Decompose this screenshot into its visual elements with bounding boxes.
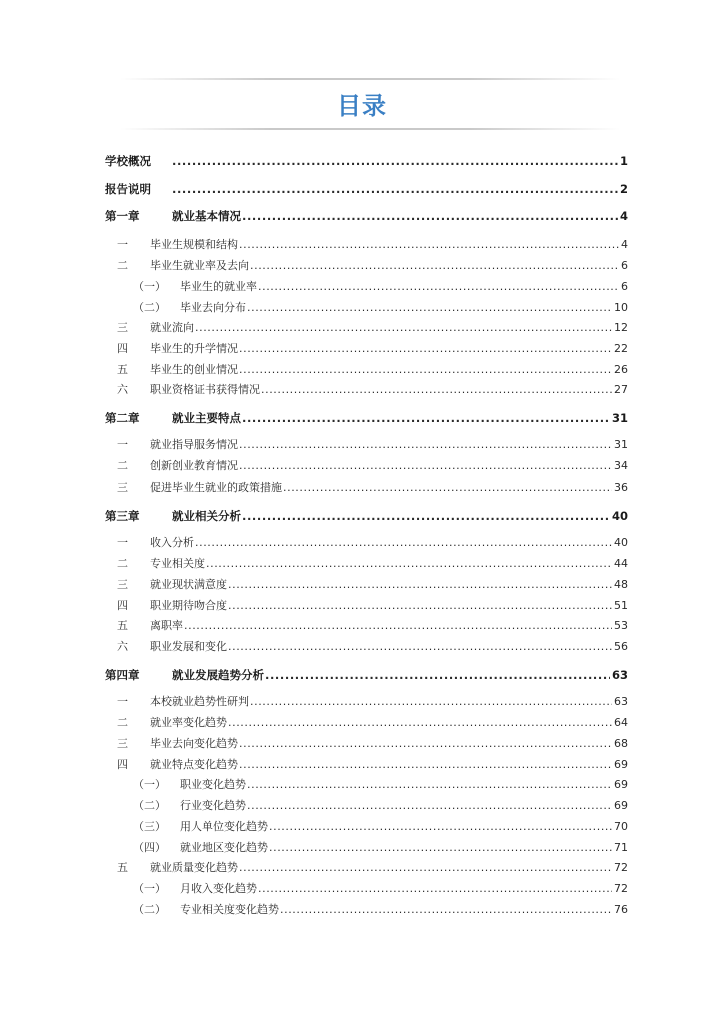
toc-entry-label: 促进毕业生就业的政策措施 <box>150 481 282 494</box>
toc-leader-dots <box>242 410 610 426</box>
toc-subsection-entry[interactable] <box>0 279 724 295</box>
toc-page-number: 10 <box>614 301 628 314</box>
toc-entry-label: 就业相关分析 <box>172 509 241 523</box>
toc-page-number: 71 <box>614 841 628 854</box>
toc-section-entry[interactable] <box>0 480 724 496</box>
toc-entry-label: 月收入变化趋势 <box>180 882 257 895</box>
toc-page-number: 69 <box>614 799 628 812</box>
toc-subsection-entry[interactable] <box>0 902 724 918</box>
toc-subsection-entry[interactable] <box>0 300 724 316</box>
toc-entry-label: 就业质量变化趋势 <box>150 861 238 874</box>
toc-entry-number: 第四章 <box>105 668 140 682</box>
toc-leader-dots <box>239 362 612 378</box>
toc-leader-dots <box>261 382 612 398</box>
toc-entry-number: 三 <box>117 737 128 750</box>
toc-entry-label: 职业期待吻合度 <box>150 599 227 612</box>
toc-entry-label: 毕业生就业率及去向 <box>150 259 249 272</box>
toc-page-number: 27 <box>614 383 628 396</box>
toc-page-number: 56 <box>614 640 628 653</box>
toc-entry-number: 一 <box>117 438 128 451</box>
toc-entry-number: 四 <box>117 342 128 355</box>
toc-section-entry[interactable] <box>0 362 724 378</box>
toc-page-number: 51 <box>614 599 628 612</box>
toc-page-number: 1 <box>619 154 628 168</box>
toc-section-entry[interactable] <box>0 258 724 274</box>
toc-subsection-entry[interactable] <box>0 777 724 793</box>
toc-entry-number: 二 <box>117 259 128 272</box>
toc-section-entry[interactable] <box>0 757 724 773</box>
toc-entry-number: 一 <box>117 238 128 251</box>
page-title: 目录 <box>337 92 387 120</box>
toc-page-number: 6 <box>621 259 628 272</box>
toc-page-number: 48 <box>614 578 628 591</box>
toc-page-number: 26 <box>614 363 628 376</box>
toc-entry-label: 就业基本情况 <box>172 209 241 223</box>
toc-page-number: 31 <box>611 411 628 425</box>
toc-page-number: 22 <box>614 342 628 355</box>
toc-subsection-entry[interactable] <box>0 881 724 897</box>
toc-section-entry[interactable] <box>0 736 724 752</box>
toc-entry-number: 二 <box>117 716 128 729</box>
toc-page-number: 72 <box>614 882 628 895</box>
toc-entry-label: 离职率 <box>150 619 183 632</box>
toc-leader-dots <box>239 458 612 474</box>
toc-section-entry[interactable] <box>0 694 724 710</box>
toc-entry-label: 就业发展趋势分析 <box>172 668 264 682</box>
toc-leader-dots <box>239 437 612 453</box>
toc-section-entry[interactable] <box>0 556 724 572</box>
toc-section-entry[interactable] <box>0 618 724 634</box>
toc-entry-number: 第三章 <box>105 509 140 523</box>
toc-entry-number: （二） <box>133 903 166 916</box>
toc-leader-dots <box>195 535 612 551</box>
toc-entry-number: 六 <box>117 383 128 396</box>
toc-entry-label: 就业率变化趋势 <box>150 716 227 729</box>
toc-entry-number: （三） <box>133 820 166 833</box>
toc-leader-dots <box>280 902 612 918</box>
toc-section-entry[interactable] <box>0 437 724 453</box>
toc-entry-label: 职业变化趋势 <box>180 778 246 791</box>
toc-page-number: 31 <box>614 438 628 451</box>
toc-entry-number: （一） <box>133 778 166 791</box>
toc-leader-dots <box>228 715 612 731</box>
toc-section-entry[interactable] <box>0 341 724 357</box>
toc-entry-label: 职业资格证书获得情况 <box>150 383 260 396</box>
toc-entry-number: 三 <box>117 481 128 494</box>
toc-section-entry[interactable] <box>0 715 724 731</box>
toc-entry-number: 一 <box>117 536 128 549</box>
toc-section-entry[interactable] <box>0 598 724 614</box>
toc-entry-number: 一 <box>117 695 128 708</box>
toc-page-number: 63 <box>611 668 628 682</box>
toc-leader-dots <box>172 153 618 169</box>
toc-leader-dots <box>206 556 612 572</box>
toc-section-entry[interactable] <box>0 382 724 398</box>
toc-chapter-entry[interactable] <box>0 410 724 426</box>
toc-entry-label: 毕业生规模和结构 <box>150 238 238 251</box>
toc-page-number: 53 <box>614 619 628 632</box>
toc-section-entry[interactable] <box>0 320 724 336</box>
toc-page-number: 63 <box>614 695 628 708</box>
toc-leader-dots <box>283 480 612 496</box>
toc-leader-dots <box>247 798 612 814</box>
toc-section-entry[interactable] <box>0 577 724 593</box>
toc-entry-label: 毕业去向变化趋势 <box>150 737 238 750</box>
toc-page-number: 34 <box>614 459 628 472</box>
toc-entry-label: 毕业生的就业率 <box>180 280 257 293</box>
toc-subsection-entry[interactable] <box>0 819 724 835</box>
toc-page-number: 72 <box>614 861 628 874</box>
toc-entry-label: 职业发展和变化 <box>150 640 227 653</box>
toc-page-number: 64 <box>614 716 628 729</box>
toc-leader-dots <box>247 777 612 793</box>
toc-section-entry[interactable] <box>0 458 724 474</box>
toc-chapter-entry[interactable] <box>0 508 724 524</box>
toc-page-number: 40 <box>614 536 628 549</box>
toc-leader-dots <box>172 181 618 197</box>
toc-leader-dots <box>228 598 612 614</box>
toc-entry-number: （一） <box>133 882 166 895</box>
toc-leader-dots <box>195 320 612 336</box>
toc-leader-dots <box>239 341 612 357</box>
toc-entry-number: 学校概况 <box>105 154 151 168</box>
toc-subsection-entry[interactable] <box>0 840 724 856</box>
toc-entry-number: （四） <box>133 841 166 854</box>
toc-entry-number: 二 <box>117 557 128 570</box>
toc-leader-dots <box>228 577 612 593</box>
toc-entry-number: 五 <box>117 861 128 874</box>
toc-chapter-entry[interactable] <box>0 208 724 224</box>
toc-entry-label: 本校就业趋势性研判 <box>150 695 249 708</box>
toc-page-number: 76 <box>614 903 628 916</box>
toc-leader-dots <box>247 300 612 316</box>
toc-entry-number: 六 <box>117 640 128 653</box>
toc-entry-number: 二 <box>117 459 128 472</box>
toc-entry-number: （二） <box>133 301 166 314</box>
toc-page-number: 68 <box>614 737 628 750</box>
toc-page-number: 69 <box>614 758 628 771</box>
toc-entry-label: 毕业去向分布 <box>180 301 246 314</box>
toc-page-number: 4 <box>621 238 628 251</box>
toc-entry-label: 就业主要特点 <box>172 411 241 425</box>
toc-page-number: 70 <box>614 820 628 833</box>
toc-leader-dots <box>239 757 612 773</box>
toc-entry-number: 五 <box>117 363 128 376</box>
toc-entry-label: 创新创业教育情况 <box>150 459 238 472</box>
toc-leader-dots <box>250 694 612 710</box>
toc-section-entry[interactable] <box>0 237 724 253</box>
toc-entry-number: 四 <box>117 599 128 612</box>
toc-section-entry[interactable] <box>0 535 724 551</box>
toc-section-entry[interactable] <box>0 860 724 876</box>
toc-leader-dots <box>250 258 619 274</box>
toc-entry-label: 就业流向 <box>150 321 194 334</box>
toc-entry-number: 报告说明 <box>105 182 151 196</box>
toc-leader-dots <box>239 736 612 752</box>
toc-leader-dots <box>269 819 612 835</box>
toc-leader-dots <box>258 881 612 897</box>
toc-entry-number: （一） <box>133 280 166 293</box>
toc-leader-dots <box>239 237 619 253</box>
toc-entry-label: 专业相关度变化趋势 <box>180 903 279 916</box>
toc-section-entry[interactable] <box>0 639 724 655</box>
toc-entry-label: 收入分析 <box>150 536 194 549</box>
toc-entry-number: 第二章 <box>105 411 140 425</box>
toc-entry-label: 行业变化趋势 <box>180 799 246 812</box>
toc-entry-label: 就业现状满意度 <box>150 578 227 591</box>
toc-entry-number: 三 <box>117 578 128 591</box>
toc-entry-number: 五 <box>117 619 128 632</box>
toc-leader-dots <box>269 840 612 856</box>
toc-leader-dots <box>239 860 612 876</box>
toc-entry-number: 第一章 <box>105 209 140 223</box>
toc-leader-dots <box>265 667 610 683</box>
toc-entry-label: 毕业生的创业情况 <box>150 363 238 376</box>
toc-entry-label: 专业相关度 <box>150 557 205 570</box>
toc-page-number: 44 <box>614 557 628 570</box>
toc-entry-label: 就业指导服务情况 <box>150 438 238 451</box>
toc-leader-dots <box>258 279 619 295</box>
toc-entry-number: 三 <box>117 321 128 334</box>
toc-page-number: 4 <box>619 209 628 223</box>
toc-leader-dots <box>228 639 612 655</box>
toc-entry-label: 用人单位变化趋势 <box>180 820 268 833</box>
toc-leader-dots <box>184 618 612 634</box>
toc-chapter-entry[interactable] <box>0 181 724 197</box>
toc-chapter-entry[interactable] <box>0 667 724 683</box>
toc-leader-dots <box>242 508 610 524</box>
toc-entry-label: 毕业生的升学情况 <box>150 342 238 355</box>
toc-leader-dots <box>242 208 618 224</box>
toc-page-number: 6 <box>621 280 628 293</box>
toc-entry-number: （二） <box>133 799 166 812</box>
toc-chapter-entry[interactable] <box>0 153 724 169</box>
toc-page-number: 12 <box>614 321 628 334</box>
toc-entry-label: 就业特点变化趋势 <box>150 758 238 771</box>
toc-entry-number: 四 <box>117 758 128 771</box>
toc-page-number: 40 <box>611 509 628 523</box>
toc-page-number: 36 <box>614 481 628 494</box>
toc-subsection-entry[interactable] <box>0 798 724 814</box>
toc-entry-label: 就业地区变化趋势 <box>180 841 268 854</box>
toc-page-number: 69 <box>614 778 628 791</box>
toc-page-number: 2 <box>619 182 628 196</box>
